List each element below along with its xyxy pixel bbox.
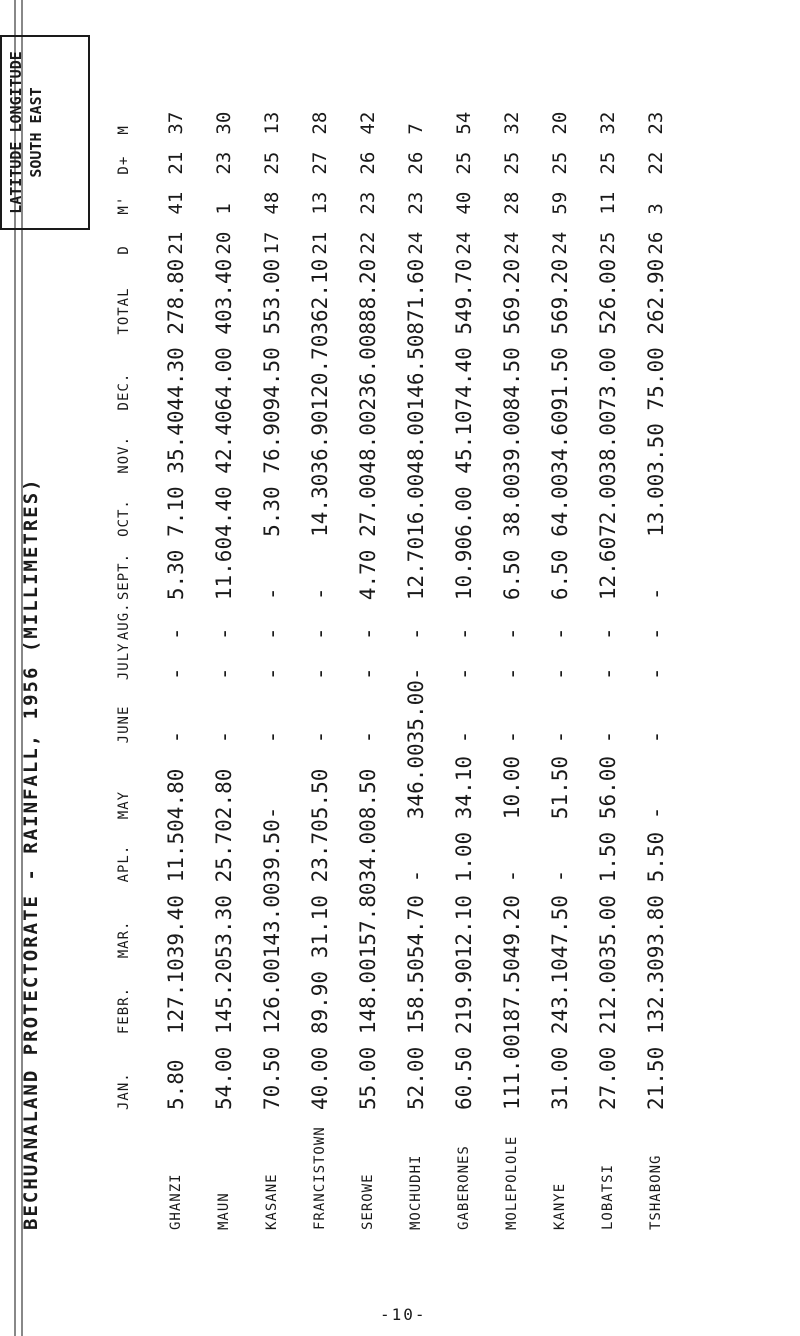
cell-dec: 120.70	[308, 334, 332, 411]
cell-long-deg: 25	[501, 151, 523, 175]
cell-long-deg: 22	[645, 151, 667, 175]
cell-june: -	[500, 730, 524, 744]
cell-lat-deg: 25	[597, 231, 619, 255]
cell-jan: 5.80	[164, 1059, 188, 1110]
cell-long-min: 37	[165, 111, 187, 135]
station-name: MAUN	[216, 1192, 232, 1230]
cell-feb: 158.50	[404, 958, 428, 1035]
station-name: FRANCISTOWN	[312, 1126, 328, 1230]
header-sept: SEPT.	[116, 552, 132, 601]
cell-aug: -	[164, 627, 188, 641]
cell-june: -	[644, 730, 668, 744]
cell-july: -	[452, 667, 476, 681]
cell-july: -	[500, 667, 524, 681]
cell-nov: 36.90	[308, 410, 332, 474]
cell-total: 278.80	[164, 258, 188, 335]
header-row	[96, 95, 152, 1230]
cell-long-min: 32	[501, 111, 523, 135]
cell-july: -	[596, 667, 620, 681]
cell-long-deg: 23	[213, 151, 235, 175]
cell-nov: 39.00	[500, 410, 524, 474]
cell-nov: 34.60	[548, 410, 572, 474]
cell-june: 35.00	[404, 680, 428, 744]
cell-apl: 11.50	[164, 819, 188, 883]
cell-long-min: 7	[405, 123, 427, 135]
cell-may: -	[260, 806, 284, 820]
cell-nov: 42.40	[212, 410, 236, 474]
cell-june: -	[452, 730, 476, 744]
cell-june: -	[356, 730, 380, 744]
cell-lat-deg: 24	[453, 231, 475, 255]
cell-feb: 127.10	[164, 958, 188, 1035]
cell-long-deg: 25	[261, 151, 283, 175]
cell-total: 526.00	[596, 258, 620, 335]
cell-long-deg: 25	[597, 151, 619, 175]
station-name: TSHABONG	[648, 1154, 664, 1230]
cell-lat-min: 1	[213, 203, 235, 215]
cell-lat-deg: 21	[309, 231, 331, 255]
cell-sept: -	[260, 587, 284, 601]
cell-sept: 6.50	[500, 549, 524, 601]
station-name: GABERONES	[456, 1145, 472, 1230]
cell-lat-deg: 17	[261, 231, 283, 255]
cell-oct: 7.10	[164, 486, 188, 537]
table-row	[344, 95, 392, 1230]
cell-oct: 4.40	[212, 486, 236, 537]
cell-june: -	[596, 730, 620, 744]
cell-long-deg: 27	[309, 151, 331, 175]
cell-may: 2.80	[212, 768, 236, 820]
cell-oct: 38.00	[500, 473, 524, 537]
cell-total: 362.10	[308, 258, 332, 335]
cell-apl: -	[500, 869, 524, 883]
cell-sept: -	[308, 587, 332, 601]
cell-jan: 40.00	[308, 1046, 332, 1110]
cell-feb: 187.50	[500, 958, 524, 1035]
cell-may: 5.50	[308, 768, 332, 820]
cell-lat-min: 23	[357, 191, 379, 215]
table-row	[296, 95, 344, 1230]
cell-nov: 38.00	[596, 410, 620, 474]
cell-aug: -	[404, 627, 428, 641]
station-name: MOCHUDHI	[408, 1154, 424, 1230]
cell-june: -	[308, 730, 332, 744]
cell-mar: 47.50	[548, 895, 572, 959]
cell-long-min: 23	[645, 111, 667, 135]
rotated-page	[0, 30, 668, 1230]
cell-long-min: 30	[213, 111, 235, 135]
cell-july: -	[164, 667, 188, 681]
cell-dec: 94.50	[260, 347, 284, 411]
title-text: BECHUANALAND PROTECTORATE - RAINFALL, 1956 (MILLIMETRES)	[20, 477, 42, 1230]
cell-long-min: 54	[453, 111, 475, 135]
cell-total: 888.20	[356, 258, 380, 335]
cell-feb: 243.10	[548, 958, 572, 1035]
rainfall-table	[96, 95, 680, 1230]
cell-lat-deg: 22	[357, 231, 379, 255]
cell-may: 34.10	[452, 755, 476, 820]
header-long-min: M	[116, 125, 132, 135]
page-title	[20, 130, 54, 1230]
cell-oct: 16.00	[404, 473, 428, 537]
cell-sept: 12.60	[596, 536, 620, 601]
cell-total: 871.60	[404, 258, 428, 335]
table-row	[152, 95, 200, 1230]
cell-sept: 4.70	[356, 549, 380, 601]
cell-lat-deg: 24	[405, 231, 427, 255]
cell-feb: 212.00	[596, 958, 620, 1035]
cell-jan: 70.50	[260, 1046, 284, 1110]
cell-feb: 89.90	[308, 970, 332, 1035]
cell-aug: -	[260, 627, 284, 641]
cell-dec: 73.00	[596, 347, 620, 411]
cell-sept: 12.70	[404, 536, 428, 601]
cell-june: -	[164, 730, 188, 744]
cell-may: 8.50	[356, 768, 380, 820]
lat-long-header	[0, 35, 90, 230]
cell-long-deg: 26	[405, 151, 427, 175]
cell-apl: 39.50	[260, 819, 284, 883]
header-dec: DEC.	[116, 372, 132, 411]
station-name: KASANE	[264, 1173, 280, 1230]
table-row	[200, 95, 248, 1230]
cell-long-deg: 25	[453, 151, 475, 175]
cell-june: -	[212, 730, 236, 744]
cell-aug: -	[308, 627, 332, 641]
cell-mar: 12.10	[452, 895, 476, 959]
cell-lat-min: 41	[165, 191, 187, 215]
cell-jan: 52.00	[404, 1046, 428, 1110]
cell-total: 403.40	[212, 258, 236, 335]
station-name: GHANZI	[168, 1173, 184, 1230]
cell-lat-deg: 24	[549, 231, 571, 255]
header-lat-min: M'	[116, 195, 132, 215]
station-name: SEROWE	[360, 1173, 376, 1230]
cell-apl: 1.00	[452, 831, 476, 883]
header-may: MAY	[116, 790, 132, 820]
table-row	[536, 95, 584, 1230]
cell-lat-min: 23	[405, 191, 427, 215]
header-lat-deg: D	[116, 245, 132, 255]
cell-mar: 157.80	[356, 882, 380, 959]
cell-dec: 146.50	[404, 334, 428, 411]
cell-total: 569.20	[500, 258, 524, 335]
cell-may: 51.50	[548, 755, 572, 820]
cell-dec: 236.00	[356, 334, 380, 411]
cell-mar: 31.10	[308, 895, 332, 959]
cell-total: 569.20	[548, 258, 572, 335]
cell-aug: -	[596, 627, 620, 641]
cell-aug: -	[644, 627, 668, 641]
cell-lat-min: 3	[645, 203, 667, 215]
cell-long-deg: 26	[357, 151, 379, 175]
cell-may: -	[644, 806, 668, 820]
station-name: MOLEPOLOLE	[504, 1135, 520, 1230]
cell-sept: 10.90	[452, 536, 476, 601]
cell-lat-deg: 26	[645, 231, 667, 255]
cell-total: 262.90	[644, 258, 668, 335]
station-name: KANYE	[552, 1182, 568, 1230]
cell-long-min: 28	[309, 111, 331, 135]
cell-oct: 6.00	[452, 486, 476, 537]
cell-oct: 5.30	[260, 486, 284, 537]
cell-long-min: 20	[549, 111, 571, 135]
cell-lat-deg: 20	[213, 231, 235, 255]
cell-long-min: 42	[357, 111, 379, 135]
cell-aug: -	[548, 627, 572, 641]
cell-feb: 126.00	[260, 958, 284, 1035]
cell-jan: 31.00	[548, 1046, 572, 1110]
header-station	[96, 1110, 152, 1230]
cell-feb: 145.20	[212, 958, 236, 1035]
header-feb: FEBR.	[116, 986, 132, 1035]
header-nov: NOV.	[116, 435, 132, 474]
table-row	[584, 95, 632, 1230]
cell-aug: -	[356, 627, 380, 641]
page-number: -10-	[380, 1305, 427, 1324]
cell-nov: 76.90	[260, 410, 284, 474]
cell-nov: 48.00	[404, 410, 428, 474]
station-name: LOBATSI	[600, 1163, 616, 1230]
cell-oct: 14.30	[308, 473, 332, 537]
cell-lat-min: 11	[597, 191, 619, 215]
cell-nov: 45.10	[452, 410, 476, 474]
cell-may: 56.00	[596, 755, 620, 820]
cell-dec: 84.50	[500, 347, 524, 411]
cell-lat-deg: 21	[165, 231, 187, 255]
cell-july: -	[548, 667, 572, 681]
cell-total: 549.70	[452, 258, 476, 335]
cell-feb: 148.00	[356, 958, 380, 1035]
cell-july: -	[260, 667, 284, 681]
cell-may: 4.80	[164, 768, 188, 820]
lat-long-subtitle: SOUTH EAST	[27, 87, 45, 178]
cell-apl: 34.00	[356, 819, 380, 883]
cell-mar: 143.00	[260, 882, 284, 959]
cell-mar: 93.80	[644, 895, 668, 959]
cell-oct: 13.00	[644, 473, 668, 537]
cell-dec: 74.40	[452, 347, 476, 411]
cell-mar: 53.30	[212, 895, 236, 959]
cell-lat-min: 59	[549, 191, 571, 215]
cell-sept: 11.60	[212, 536, 236, 601]
cell-june: -	[260, 730, 284, 744]
header-total: TOTAL	[116, 287, 132, 335]
cell-long-min: 32	[597, 111, 619, 135]
cell-jan: 60.50	[452, 1046, 476, 1110]
cell-aug: -	[500, 627, 524, 641]
header-june: JUNE	[116, 705, 132, 744]
cell-july: -	[356, 667, 380, 681]
table-row	[632, 95, 680, 1230]
table-row	[488, 95, 536, 1230]
cell-long-deg: 25	[549, 151, 571, 175]
cell-jan: 111.00	[500, 1034, 524, 1110]
cell-lat-min: 40	[453, 191, 475, 215]
header-apl: APL.	[116, 844, 132, 883]
cell-nov: 3.50	[644, 423, 668, 474]
cell-apl: 5.50	[644, 831, 668, 883]
header-jan: JAN.	[116, 1072, 132, 1110]
cell-nov: 35.40	[164, 410, 188, 474]
cell-sept: 6.50	[548, 549, 572, 601]
header-oct: OCT.	[116, 499, 132, 537]
cell-long-deg: 21	[165, 151, 187, 175]
cell-july: -	[644, 667, 668, 681]
cell-july: -	[212, 667, 236, 681]
cell-apl: 25.70	[212, 819, 236, 883]
cell-sept: 5.30	[164, 549, 188, 601]
header-aug: AUG.	[116, 602, 132, 641]
cell-long-min: 13	[261, 111, 283, 135]
cell-apl: -	[404, 869, 428, 883]
cell-feb: 219.90	[452, 958, 476, 1035]
cell-jan: 27.00	[596, 1046, 620, 1110]
cell-oct: 64.00	[548, 473, 572, 537]
cell-july: -	[404, 667, 428, 681]
cell-oct: 72.00	[596, 473, 620, 537]
cell-feb: 132.30	[644, 958, 668, 1035]
cell-july: -	[308, 667, 332, 681]
cell-may: 346.00	[404, 743, 428, 820]
cell-mar: 39.40	[164, 895, 188, 959]
cell-lat-min: 48	[261, 191, 283, 215]
cell-mar: 54.70	[404, 895, 428, 959]
cell-jan: 21.50	[644, 1046, 668, 1110]
table-row	[392, 95, 440, 1230]
cell-sept: -	[644, 587, 668, 601]
cell-mar: 35.00	[596, 895, 620, 959]
cell-apl: 23.70	[308, 819, 332, 883]
cell-jan: 55.00	[356, 1046, 380, 1110]
cell-oct: 27.00	[356, 473, 380, 537]
cell-dec: 91.50	[548, 347, 572, 411]
table-row	[440, 95, 488, 1230]
cell-may: 10.00	[500, 755, 524, 820]
header-mar: MAR.	[116, 920, 132, 959]
cell-apl: 1.50	[596, 831, 620, 883]
lat-long-title: LATITUDE LONGITUDE	[7, 51, 25, 214]
header-july: JULY	[116, 642, 132, 681]
cell-total: 553.00	[260, 258, 284, 335]
cell-dec: 44.30	[164, 347, 188, 411]
cell-lat-deg: 24	[501, 231, 523, 255]
cell-jan: 54.00	[212, 1046, 236, 1110]
cell-dec: 75.00	[644, 347, 668, 411]
cell-dec: 64.00	[212, 347, 236, 411]
cell-aug: -	[212, 627, 236, 641]
cell-mar: 49.20	[500, 895, 524, 959]
cell-nov: 48.00	[356, 410, 380, 474]
cell-aug: -	[452, 627, 476, 641]
header-long-deg: D+	[116, 155, 132, 175]
cell-lat-min: 13	[309, 191, 331, 215]
cell-june: -	[548, 730, 572, 744]
cell-lat-min: 28	[501, 191, 523, 215]
table-row	[248, 95, 296, 1230]
cell-apl: -	[548, 869, 572, 883]
